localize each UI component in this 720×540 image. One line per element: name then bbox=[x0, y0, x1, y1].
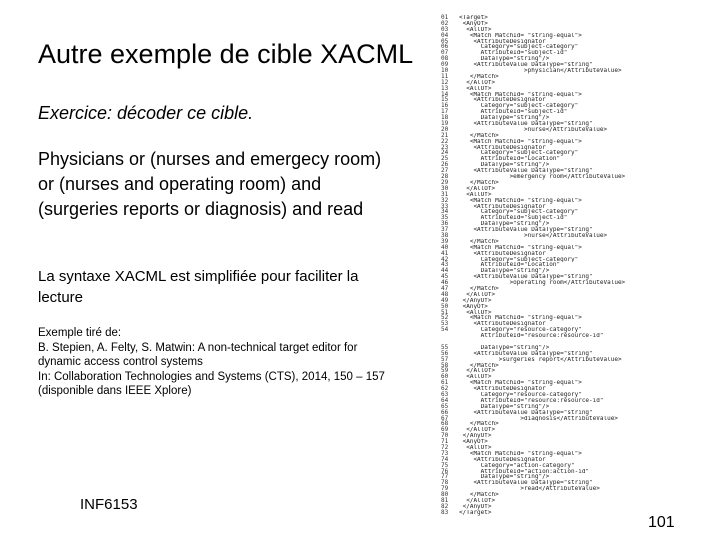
line-number: 79 bbox=[441, 485, 449, 493]
line-number: 55 bbox=[441, 343, 449, 351]
code-text: </AllOf> bbox=[459, 291, 496, 298]
code-text: </Match> bbox=[459, 132, 499, 139]
line-number: 42 bbox=[441, 255, 449, 263]
line-number: 61 bbox=[441, 379, 449, 387]
code-text: <AllOf> bbox=[459, 85, 492, 92]
line-number: 20 bbox=[441, 125, 449, 133]
code-text: AttributeId="subject-id" bbox=[459, 50, 568, 57]
code-text: <Match MatchId= "string-equal"> bbox=[459, 32, 582, 39]
line-number: 09 bbox=[441, 61, 449, 69]
line-number: 64 bbox=[441, 396, 449, 404]
code-text: >operating room</AttributeValue> bbox=[459, 280, 626, 286]
code-text: </AnyOf> bbox=[459, 503, 492, 510]
code-text: <AttributeDesignator bbox=[459, 321, 546, 328]
code-text: <AttributeDesignator bbox=[459, 38, 546, 45]
line-number: 76 bbox=[441, 467, 449, 475]
code-text: DataType="string"/> bbox=[459, 344, 550, 351]
line-number: 44 bbox=[441, 267, 449, 275]
code-text: <AttributeValue DataType="string" bbox=[459, 168, 593, 175]
line-number: 62 bbox=[441, 385, 449, 393]
line-number: 37 bbox=[441, 226, 449, 234]
line-number: 12 bbox=[441, 78, 449, 86]
code-text: <AttributeValue DataType="string" bbox=[459, 480, 593, 487]
code-text: <AllOf> bbox=[459, 309, 492, 316]
code-text: Category="subject-category" bbox=[459, 44, 579, 51]
code-text: </AllOf> bbox=[459, 79, 496, 86]
code-text: <AttributeValue DataType="string" bbox=[459, 274, 593, 281]
code-text: AttributeId="Location" bbox=[459, 156, 561, 163]
reference-line: B. Stepien, A. Felty, S. Matwin: A non-technical target editor for dynamic access control systems bbox=[38, 341, 358, 368]
line-number: 25 bbox=[441, 155, 449, 163]
code-text: DataType="string"/> bbox=[459, 403, 550, 410]
line-number: 67 bbox=[441, 414, 449, 422]
line-number: 02 bbox=[441, 19, 449, 27]
code-text: <Match MatchId= "string-equal"> bbox=[459, 380, 582, 387]
line-number: 74 bbox=[441, 455, 449, 463]
code-text: <AllOf> bbox=[459, 26, 492, 33]
page-number: 101 bbox=[648, 514, 675, 531]
line-number: 04 bbox=[441, 31, 449, 39]
code-text: <AttributeDesignator bbox=[459, 203, 546, 210]
line-number: 50 bbox=[441, 302, 449, 310]
line-number: 75 bbox=[441, 461, 449, 469]
line-number: 19 bbox=[441, 120, 449, 128]
code-text: </Match> bbox=[459, 492, 499, 499]
line-number: 08 bbox=[441, 55, 449, 63]
line-number: 45 bbox=[441, 273, 449, 281]
line-number: 33 bbox=[441, 202, 449, 210]
xacml-code-listing bbox=[441, 15, 716, 525]
line-number: 03 bbox=[441, 25, 449, 33]
line-number: 07 bbox=[441, 49, 449, 57]
code-text: <AttributeDesignator bbox=[459, 386, 546, 392]
code-text: Category="resource-category" bbox=[459, 327, 582, 334]
line-number: 18 bbox=[441, 114, 449, 122]
line-number: 83 bbox=[441, 508, 449, 516]
line-number: 29 bbox=[441, 178, 449, 186]
code-text: DataType="string"/> bbox=[459, 268, 550, 275]
code-text: </Target> bbox=[459, 509, 492, 516]
line-number: 68 bbox=[441, 420, 449, 428]
code-text: </AllOf> bbox=[459, 498, 496, 504]
code-text: <AttributeValue DataType="string" bbox=[459, 121, 593, 127]
code-text: >nurse</AttributeValue> bbox=[459, 126, 608, 133]
line-number: 56 bbox=[441, 349, 449, 357]
line-number: 32 bbox=[441, 196, 449, 204]
code-text: </Match> bbox=[459, 179, 499, 186]
code-text: Category="subject-category" bbox=[459, 103, 579, 110]
code-text: <AllOf> bbox=[459, 191, 492, 198]
line-number: 46 bbox=[441, 279, 449, 287]
code-text: <Match MatchId= "string-equal"> bbox=[459, 450, 582, 457]
code-text: </AnyOf> bbox=[459, 433, 492, 440]
reference-line: Exemple tiré de: bbox=[38, 327, 122, 339]
line-number: 78 bbox=[441, 479, 449, 487]
line-number: 11 bbox=[441, 72, 449, 80]
line-number: 70 bbox=[441, 432, 449, 440]
code-text: <AttributeDesignator bbox=[459, 456, 546, 463]
reference-line: In: Collaboration Technologies and Systems (CTS), 2014, 150 – 157 (disponible dans IEEE Xplore) bbox=[38, 370, 385, 397]
policy-description: Physicians or (nurses and emergecy room) or (nurses and operating room) and (surgeries reports or diagnosis) and read bbox=[38, 149, 382, 219]
code-text: >emergency room</AttributeValue> bbox=[459, 174, 626, 180]
code-text: <AttributeDesignator bbox=[459, 144, 546, 151]
line-number: 54 bbox=[441, 326, 449, 334]
line-number: 26 bbox=[441, 161, 449, 169]
code-text: <AttributeValue DataType="string" bbox=[459, 62, 593, 69]
code-text: <Match MatchId= "string-equal"> bbox=[459, 315, 582, 322]
line-number: 27 bbox=[441, 167, 449, 175]
code-text: AttributeId="subject-id" bbox=[459, 109, 568, 116]
code-text: <AttributeDesignator bbox=[459, 250, 546, 257]
line-number: 36 bbox=[441, 220, 449, 228]
line-number: 28 bbox=[441, 173, 449, 181]
line-number: 48 bbox=[441, 290, 449, 298]
code-text: Category="action-category" bbox=[459, 462, 575, 469]
code-text: DataType="string"/> bbox=[459, 115, 550, 122]
code-text: <AttributeDesignator bbox=[459, 97, 546, 104]
exercise-subtitle: Exercice: décoder ce cible. bbox=[38, 103, 254, 123]
code-text: </Match> bbox=[459, 238, 499, 245]
code-text: DataType="string"/> bbox=[459, 56, 550, 63]
line-number: 82 bbox=[441, 502, 449, 510]
code-text: <Match MatchId= "string-equal"> bbox=[459, 91, 582, 98]
code-text: </AllOf> bbox=[459, 368, 496, 375]
line-number: 01 bbox=[441, 14, 449, 21]
code-text: AttributeId="resource:resource-id" bbox=[459, 397, 604, 404]
line-number: 31 bbox=[441, 190, 449, 198]
line-number: 73 bbox=[441, 449, 449, 457]
line-number: 14 bbox=[441, 90, 449, 98]
line-number: 21 bbox=[441, 131, 449, 139]
code-text: <AnyOf> bbox=[459, 439, 488, 446]
code-text: DataType="string"/> bbox=[459, 221, 550, 228]
reference-block bbox=[38, 326, 393, 399]
line-number: 23 bbox=[441, 143, 449, 151]
line-number: 59 bbox=[441, 367, 449, 375]
line-number: 49 bbox=[441, 296, 449, 304]
code-text: </AllOf> bbox=[459, 427, 496, 434]
line-number: 51 bbox=[441, 308, 449, 316]
line-number: 35 bbox=[441, 214, 449, 222]
line-number: 13 bbox=[441, 84, 449, 92]
code-text: AttributeId="action:action-id" bbox=[459, 468, 590, 475]
line-number: 71 bbox=[441, 438, 449, 446]
code-text: >read</AttributeValue> bbox=[459, 486, 600, 493]
code-text: <AnyOf> bbox=[459, 20, 488, 27]
line-number: 63 bbox=[441, 391, 449, 398]
code-text: <Target> bbox=[459, 15, 488, 21]
line-number: 16 bbox=[441, 102, 449, 110]
course-code: INF6153 bbox=[80, 496, 138, 513]
line-number: 52 bbox=[441, 314, 449, 322]
code-text: >nurse</AttributeValue> bbox=[459, 232, 608, 239]
code-text: AttributeId="subject-id" bbox=[459, 215, 568, 222]
line-number: 15 bbox=[441, 96, 449, 104]
code-text: </Match> bbox=[459, 73, 499, 80]
line-number: 66 bbox=[441, 408, 449, 416]
line-number: 30 bbox=[441, 184, 449, 192]
line-number: 34 bbox=[441, 208, 449, 216]
code-text: <Match MatchId= "string-equal"> bbox=[459, 244, 582, 251]
code-text: </AllOf> bbox=[459, 185, 496, 192]
code-text: Category="subject-category" bbox=[459, 256, 579, 263]
code-text: Category="resource-category" bbox=[459, 392, 582, 398]
line-number: 38 bbox=[441, 231, 449, 239]
line-number: 72 bbox=[441, 444, 449, 452]
line-number: 60 bbox=[441, 373, 449, 381]
code-text: </Match> bbox=[459, 285, 499, 292]
line-number: 41 bbox=[441, 249, 449, 257]
code-text: <AllOf> bbox=[459, 374, 492, 381]
line-number: 81 bbox=[441, 497, 449, 505]
code-text: <AttributeValue DataType="string" bbox=[459, 227, 593, 233]
code-text: AttributeId="resource:resource-id" bbox=[459, 333, 604, 339]
code-text: >diagnosis</AttributeValue> bbox=[459, 415, 618, 422]
code-text: <AttributeValue DataType="string" bbox=[459, 350, 593, 357]
code-text: </AnyOf> bbox=[459, 297, 492, 304]
line-number: 43 bbox=[441, 261, 449, 269]
code-text: >surgeries report</AttributeValue> bbox=[459, 356, 622, 363]
code-text: Category="subject-category" bbox=[459, 150, 579, 157]
code-text: </Match> bbox=[459, 362, 499, 369]
code-text: DataType="string"/> bbox=[459, 474, 550, 481]
line-number: 24 bbox=[441, 149, 449, 157]
line-number: 06 bbox=[441, 43, 449, 51]
code-text: AttributeId="Location" bbox=[459, 262, 561, 269]
line-number: 80 bbox=[441, 491, 449, 499]
code-text: <AnyOf> bbox=[459, 303, 488, 310]
syntax-note: La syntaxe XACML est simplifiée pour faciliter la lecture bbox=[38, 268, 359, 306]
code-text: <Match MatchId= "string-equal"> bbox=[459, 197, 582, 204]
code-text: <AllOf> bbox=[459, 445, 492, 451]
line-number: 10 bbox=[441, 67, 449, 75]
code-text: DataType="string"/> bbox=[459, 162, 550, 169]
line-number: 47 bbox=[441, 284, 449, 292]
line-number: 65 bbox=[441, 402, 449, 410]
code-text: >physician</AttributeValue> bbox=[459, 68, 622, 74]
line-number: 57 bbox=[441, 355, 449, 363]
code-text: <AttributeValue DataType="string" bbox=[459, 409, 593, 416]
code-text: <Match MatchId= "string-equal"> bbox=[459, 138, 582, 145]
code-text: </Match> bbox=[459, 421, 499, 428]
code-text: Category="subject-category" bbox=[459, 209, 579, 216]
line-number: 53 bbox=[441, 320, 449, 328]
line-number: 69 bbox=[441, 426, 449, 434]
line-number: 40 bbox=[441, 243, 449, 251]
line-number: 77 bbox=[441, 473, 449, 481]
slide-title: Autre exemple de cible XACML bbox=[38, 39, 414, 69]
line-number: 22 bbox=[441, 137, 449, 145]
line-number: 17 bbox=[441, 108, 449, 116]
line-number: 58 bbox=[441, 361, 449, 369]
line-number: 39 bbox=[441, 237, 449, 245]
line-number: 05 bbox=[441, 37, 449, 45]
